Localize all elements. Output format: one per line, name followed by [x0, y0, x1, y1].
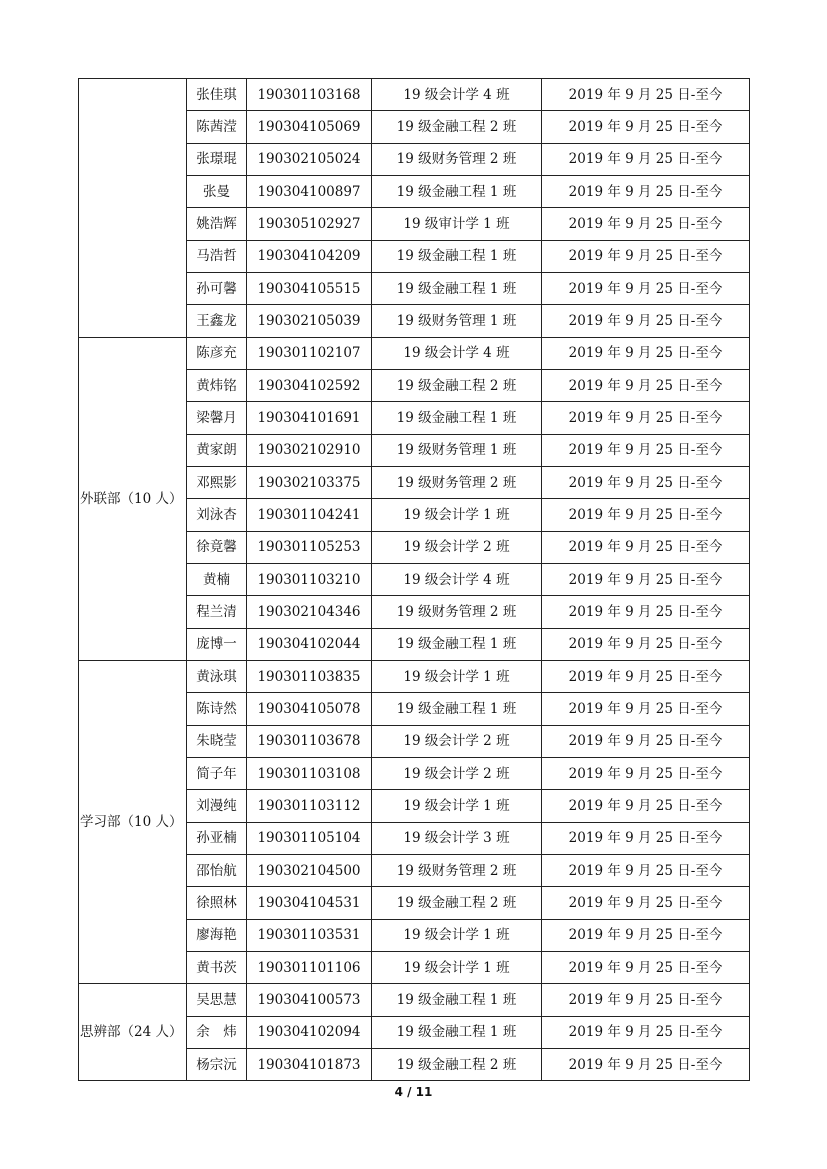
- term-period: 2019 年 9 月 25 日-至今: [542, 596, 750, 628]
- class-name: 19 级金融工程 1 班: [372, 175, 542, 207]
- member-name: 杨宗沅: [187, 1048, 247, 1080]
- class-name: 19 级财务管理 2 班: [372, 596, 542, 628]
- member-name: 朱晓莹: [187, 725, 247, 757]
- class-name: 19 级金融工程 1 班: [372, 272, 542, 304]
- term-period: 2019 年 9 月 25 日-至今: [542, 887, 750, 919]
- class-name: 19 级会计学 1 班: [372, 919, 542, 951]
- student-id: 190302105039: [247, 305, 372, 337]
- class-name: 19 级会计学 1 班: [372, 499, 542, 531]
- member-name: 黄书茨: [187, 951, 247, 983]
- class-name: 19 级会计学 2 班: [372, 757, 542, 789]
- class-name: 19 级会计学 4 班: [372, 79, 542, 111]
- member-name: 陈诗然: [187, 693, 247, 725]
- class-name: 19 级金融工程 2 班: [372, 887, 542, 919]
- member-name: 张佳琪: [187, 79, 247, 111]
- term-period: 2019 年 9 月 25 日-至今: [542, 466, 750, 498]
- term-period: 2019 年 9 月 25 日-至今: [542, 757, 750, 789]
- class-name: 19 级金融工程 2 班: [372, 1048, 542, 1080]
- member-name: 徐竟馨: [187, 531, 247, 563]
- student-id: 190304102094: [247, 1016, 372, 1048]
- class-name: 19 级财务管理 2 班: [372, 854, 542, 886]
- class-name: 19 级金融工程 1 班: [372, 1016, 542, 1048]
- table-row: [79, 984, 750, 1016]
- term-period: 2019 年 9 月 25 日-至今: [542, 111, 750, 143]
- student-id: 190301103210: [247, 563, 372, 595]
- department-cell: 思辨部（24 人）: [79, 984, 187, 1081]
- student-id: 190301105104: [247, 822, 372, 854]
- member-name: 黄楠: [187, 563, 247, 595]
- class-name: 19 级会计学 1 班: [372, 790, 542, 822]
- member-name: 庞博一: [187, 628, 247, 660]
- class-name: 19 级金融工程 2 班: [372, 111, 542, 143]
- member-name: 陈茜滢: [187, 111, 247, 143]
- term-period: 2019 年 9 月 25 日-至今: [542, 693, 750, 725]
- class-name: 19 级会计学 1 班: [372, 951, 542, 983]
- member-name: 余 炜: [187, 1016, 247, 1048]
- student-id: 190301103168: [247, 79, 372, 111]
- member-name: 姚浩辉: [187, 208, 247, 240]
- department-cell: 学习部（10 人）: [79, 660, 187, 983]
- student-id: 190301102107: [247, 337, 372, 369]
- term-period: 2019 年 9 月 25 日-至今: [542, 628, 750, 660]
- class-name: 19 级会计学 4 班: [372, 563, 542, 595]
- student-id: 190304100573: [247, 984, 372, 1016]
- table-row: [79, 337, 750, 369]
- member-name: 廖海艳: [187, 919, 247, 951]
- term-period: 2019 年 9 月 25 日-至今: [542, 1048, 750, 1080]
- class-name: 19 级金融工程 1 班: [372, 240, 542, 272]
- class-name: 19 级财务管理 2 班: [372, 466, 542, 498]
- class-name: 19 级会计学 2 班: [372, 531, 542, 563]
- term-period: 2019 年 9 月 25 日-至今: [542, 951, 750, 983]
- term-period: 2019 年 9 月 25 日-至今: [542, 240, 750, 272]
- student-id: 190304102044: [247, 628, 372, 660]
- student-id: 190302105024: [247, 143, 372, 175]
- term-period: 2019 年 9 月 25 日-至今: [542, 725, 750, 757]
- class-name: 19 级会计学 4 班: [372, 337, 542, 369]
- term-period: 2019 年 9 月 25 日-至今: [542, 79, 750, 111]
- member-name: 梁馨月: [187, 402, 247, 434]
- member-name: 孙亚楠: [187, 822, 247, 854]
- term-period: 2019 年 9 月 25 日-至今: [542, 531, 750, 563]
- member-name: 王鑫龙: [187, 305, 247, 337]
- department-cell: 外联部（10 人）: [79, 337, 187, 660]
- class-name: 19 级财务管理 2 班: [372, 143, 542, 175]
- student-id: 190302104346: [247, 596, 372, 628]
- member-name: 徐照林: [187, 887, 247, 919]
- member-name: 吴思慧: [187, 984, 247, 1016]
- student-id: 190304102592: [247, 369, 372, 401]
- table-row: [79, 660, 750, 692]
- student-id: 190304101691: [247, 402, 372, 434]
- student-id: 190302102910: [247, 434, 372, 466]
- class-name: 19 级金融工程 1 班: [372, 628, 542, 660]
- term-period: 2019 年 9 月 25 日-至今: [542, 919, 750, 951]
- class-name: 19 级财务管理 1 班: [372, 305, 542, 337]
- class-name: 19 级金融工程 1 班: [372, 402, 542, 434]
- student-id: 190304104531: [247, 887, 372, 919]
- term-period: 2019 年 9 月 25 日-至今: [542, 402, 750, 434]
- class-name: 19 级审计学 1 班: [372, 208, 542, 240]
- term-period: 2019 年 9 月 25 日-至今: [542, 790, 750, 822]
- member-name: 张曼: [187, 175, 247, 207]
- page-indicator: 4 / 11: [394, 1085, 433, 1099]
- member-name: 黄家朗: [187, 434, 247, 466]
- student-id: 190304105078: [247, 693, 372, 725]
- student-id: 190304101873: [247, 1048, 372, 1080]
- member-roster-table: [78, 78, 750, 1081]
- term-period: 2019 年 9 月 25 日-至今: [542, 822, 750, 854]
- member-name: 马浩哲: [187, 240, 247, 272]
- class-name: 19 级会计学 3 班: [372, 822, 542, 854]
- student-id: 190302103375: [247, 466, 372, 498]
- student-id: 190302104500: [247, 854, 372, 886]
- member-name: 黄泳琪: [187, 660, 247, 692]
- member-name: 孙可馨: [187, 272, 247, 304]
- term-period: 2019 年 9 月 25 日-至今: [542, 369, 750, 401]
- term-period: 2019 年 9 月 25 日-至今: [542, 175, 750, 207]
- student-id: 190301103678: [247, 725, 372, 757]
- student-id: 190304105069: [247, 111, 372, 143]
- class-name: 19 级财务管理 1 班: [372, 434, 542, 466]
- student-id: 190305102927: [247, 208, 372, 240]
- student-id: 190301105253: [247, 531, 372, 563]
- member-name: 邵怡航: [187, 854, 247, 886]
- member-name: 程兰清: [187, 596, 247, 628]
- term-period: 2019 年 9 月 25 日-至今: [542, 499, 750, 531]
- term-period: 2019 年 9 月 25 日-至今: [542, 660, 750, 692]
- student-id: 190301104241: [247, 499, 372, 531]
- term-period: 2019 年 9 月 25 日-至今: [542, 1016, 750, 1048]
- student-id: 190304104209: [247, 240, 372, 272]
- class-name: 19 级会计学 1 班: [372, 660, 542, 692]
- student-id: 190301103112: [247, 790, 372, 822]
- term-period: 2019 年 9 月 25 日-至今: [542, 143, 750, 175]
- member-name: 陈彦充: [187, 337, 247, 369]
- student-id: 190301103835: [247, 660, 372, 692]
- student-id: 190304105515: [247, 272, 372, 304]
- class-name: 19 级金融工程 1 班: [372, 693, 542, 725]
- term-period: 2019 年 9 月 25 日-至今: [542, 305, 750, 337]
- class-name: 19 级金融工程 2 班: [372, 369, 542, 401]
- class-name: 19 级会计学 2 班: [372, 725, 542, 757]
- member-name: 刘泳杏: [187, 499, 247, 531]
- student-id: 190301103531: [247, 919, 372, 951]
- department-cell: [79, 79, 187, 338]
- term-period: 2019 年 9 月 25 日-至今: [542, 434, 750, 466]
- term-period: 2019 年 9 月 25 日-至今: [542, 563, 750, 595]
- term-period: 2019 年 9 月 25 日-至今: [542, 337, 750, 369]
- member-name: 简子年: [187, 757, 247, 789]
- class-name: 19 级金融工程 1 班: [372, 984, 542, 1016]
- member-name: 黄炜铭: [187, 369, 247, 401]
- student-id: 190301101106: [247, 951, 372, 983]
- member-name: 张璟琨: [187, 143, 247, 175]
- student-id: 190301103108: [247, 757, 372, 789]
- term-period: 2019 年 9 月 25 日-至今: [542, 854, 750, 886]
- member-name: 刘漫纯: [187, 790, 247, 822]
- term-period: 2019 年 9 月 25 日-至今: [542, 984, 750, 1016]
- student-id: 190304100897: [247, 175, 372, 207]
- term-period: 2019 年 9 月 25 日-至今: [542, 208, 750, 240]
- term-period: 2019 年 9 月 25 日-至今: [542, 272, 750, 304]
- table-row: [79, 79, 750, 111]
- member-name: 邓熙影: [187, 466, 247, 498]
